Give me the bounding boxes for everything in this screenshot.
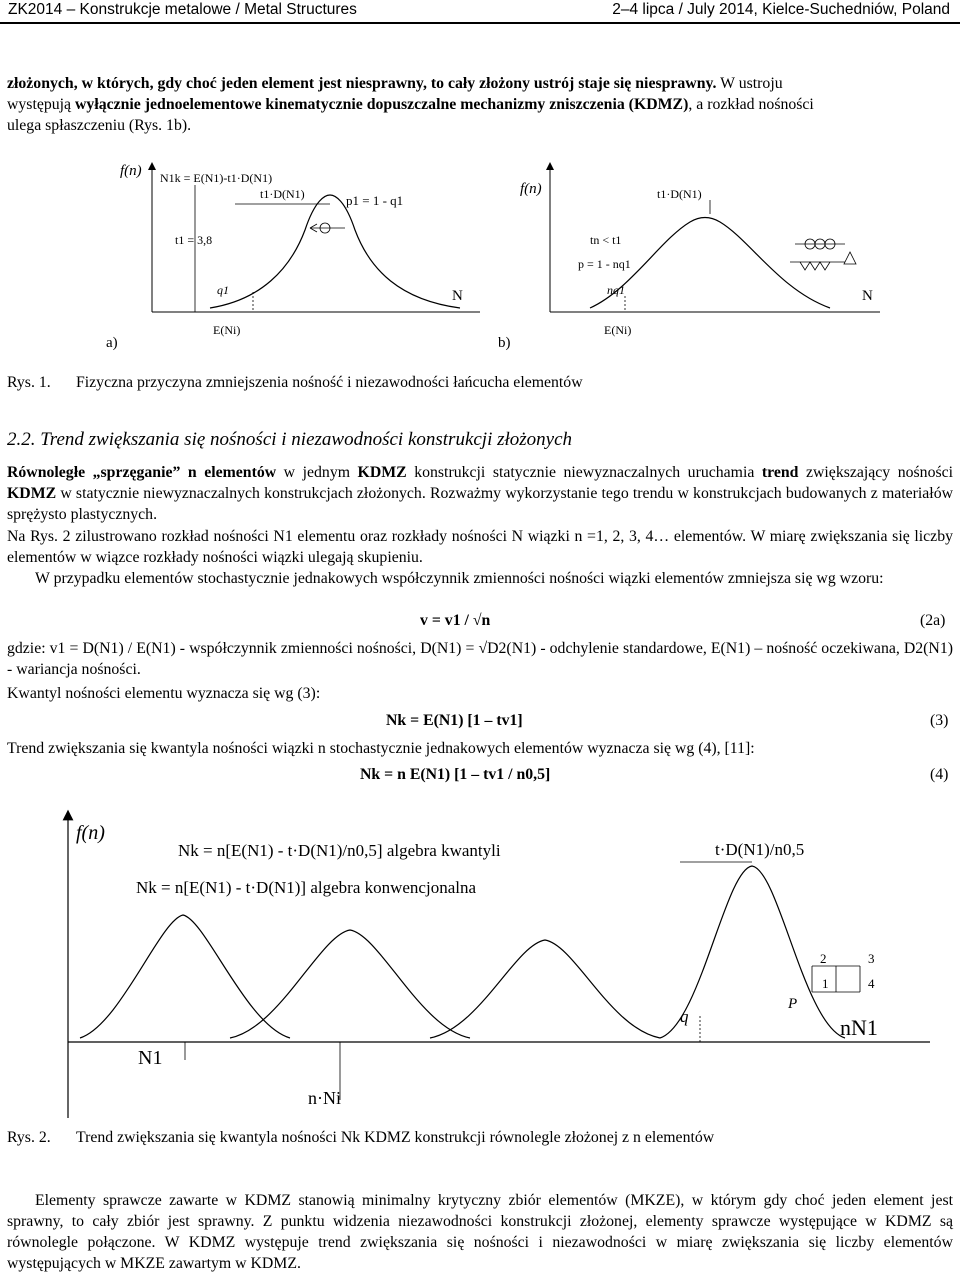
figure-2 [0, 800, 960, 1120]
fig1a-t1d: t1·D(N1) [260, 187, 305, 201]
chain-icon [790, 239, 856, 270]
fig1b-fn: f(n) [520, 181, 542, 197]
fig2-q: q [680, 1007, 689, 1026]
fig2-caption-num: Rys. 2. [7, 1129, 51, 1146]
eq-3: Nk = E(N1) [1 – tv1] [386, 712, 523, 729]
kwantyl-text: Kwantyl nośności elementu wyznacza się wg (3): [7, 685, 321, 702]
fig2-td: t·D(N1)/n0,5 [715, 840, 805, 859]
header-left: ZK2014 – Konstrukcje metalowe / Metal Structures [8, 1, 357, 18]
fig1b-label: b) [498, 335, 511, 351]
fig1a-n1k: N1k = E(N1)-t1·D(N1) [160, 171, 273, 185]
fig1a-en: E(Ni) [213, 323, 241, 337]
p1-bold-1: Równoległe „sprzęganie” n elementów [7, 464, 277, 481]
intro-line-1: złożonych, w których, gdy choć jeden element jest niesprawny, to cały złożony ustrój staje się niesprawny. W ustroju [7, 75, 783, 92]
fig2-nN1: nN1 [840, 1015, 878, 1040]
intro-line-2: występują wyłącznie jednoelementowe kinematycznie dopuszczalne mechanizmy zniszczenia (KDMZ), a rozkład nośności [7, 96, 814, 113]
paragraph-1: Równoległe „sprzęganie” n elementów w jednym KDMZ konstrukcji statycznie niewyznaczalnych uruchamia trend zwiększający nośności KDMZ w statycznie niewyznaczalnych konstrukcjach złożonych. Rozważmy wykorzystanie tego trendu w konstrukcjach budowanych z materiałów sprężysto plastycznych. [7, 464, 954, 523]
figure-1a [106, 163, 480, 351]
fig1a-label: a) [106, 335, 118, 351]
header-rule [0, 22, 960, 24]
figure-1 [0, 145, 960, 375]
header-right: 2–4 lipca / July 2014, Kielce-Suchedniów, Poland [612, 1, 950, 18]
fig1a-q1: q1 [217, 283, 229, 297]
eq-2a-num: (2a) [920, 612, 946, 629]
eq-4: Nk = n E(N1) [1 – tv1 / n0,5] [360, 766, 551, 783]
fig1b-p: p = 1 - nq1 [578, 257, 631, 271]
fig2-b4: 4 [868, 976, 875, 991]
paragraph-3: W przypadku elementów stochastycznie jednakowych współczynnik zmienności nośności wiązki elementów zmniejsza się wg wzoru: [35, 570, 884, 587]
truss-icon [812, 966, 860, 992]
fig1b-tn: tn < t1 [590, 233, 622, 247]
eq-3-num: (3) [930, 712, 949, 729]
fig1b-en: E(Ni) [604, 323, 632, 337]
gdzie-paragraph: gdzie: v1 = D(N1) / E(N1) - współczynnik zmienności nośności, D(N1) = √D2(N1) - odchylenie standardowe, E(N1) – nośność oczekiwana, D2(N1) - wariancja nośności. [7, 640, 953, 678]
fig2-caption: Trend zwiększania się kwantyla nośności Nk KDMZ konstrukcji równolegle złożonej z n elementów [76, 1129, 715, 1146]
fig2-b2: 2 [820, 951, 827, 966]
fig1b-t1d: t1·D(N1) [657, 187, 702, 201]
fig2-b3: 3 [868, 951, 875, 966]
eq-4-num: (4) [930, 766, 949, 783]
figure-1b [498, 166, 880, 351]
fig1b-nq1: nq1 [607, 283, 625, 297]
fig2-fn: f(n) [76, 822, 105, 844]
fig2-alg1: Nk = n[E(N1) - t·D(N1)/n0,5] algebra kwantyli [178, 841, 501, 860]
paragraph-2: Na Rys. 2 zilustrowano rozkład nośności N1 elementu oraz rozkłady nośności N wiązki n =1, 2, 3, 4… elementów. W miarę zwiększania się liczby elementów w wiązce rozkłady nośności wiązki ulegają skupieniu. [7, 528, 953, 566]
intro-line-3: ulega spłaszczeniu (Rys. 1b). [7, 117, 192, 134]
fig1a-fn: f(n) [120, 163, 142, 179]
fig1b-N: N [862, 288, 873, 304]
fig2-N1: N1 [138, 1047, 163, 1069]
fig1-caption: Fizyczna przyczyna zmniejszenia nośność i niezawodności łańcucha elementów [76, 374, 583, 391]
fig1a-p1: p1 = 1 - q1 [346, 193, 404, 208]
fig2-b1: 1 [822, 976, 829, 991]
fig2-alg2: Nk = n[E(N1) - t·D(N1)] algebra konwencjonalna [136, 878, 477, 897]
trend-text: Trend zwiększania się kwantyla nośności wiązki n stochastycznie jednakowych elementów wyznacza się wg (4), [11]: [7, 740, 755, 757]
fig2-nNi: n·Ni [308, 1088, 341, 1108]
fig2-P: P [788, 996, 798, 1012]
fig1-caption-num: Rys. 1. [7, 374, 51, 391]
fig1a-t1: t1 = 3,8 [175, 233, 213, 247]
fig1a-N: N [452, 288, 463, 304]
page-header [0, 0, 960, 38]
final-paragraph: Elementy sprawcze zawarte w KDMZ stanowią minimalny krytyczny zbiór elementów (MKZE), w którym gdy choć jeden element jest sprawny, to cały zbiór jest sprawny. Z punktu widzenia niezawodności konstrukcji złożonej, elementy sprawcze występujące w KDMZ są równolegle połączone. W KDMZ występuje trend zwiększania się nośności i niezawodności w miarę zwiększania się liczby elementów występujących w MKZE zawartym w KDMZ. [7, 1192, 953, 1272]
section-title: 2.2. Trend zwiększania się nośności i niezawodności konstrukcji złożonych [7, 429, 573, 450]
eq-2a: v = v1 / √n [420, 612, 491, 629]
